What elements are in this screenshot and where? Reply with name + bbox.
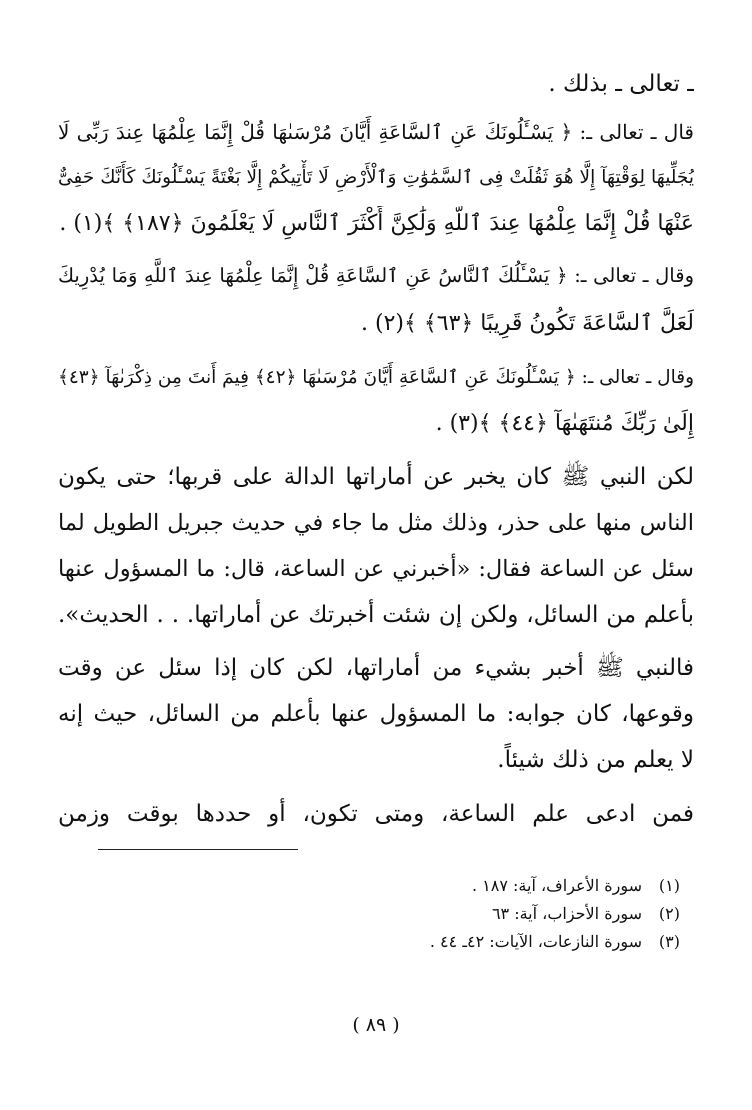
paragraph-1-line-2: الناس منها على حذر، وذلك مثل ما جاء في حديث جبريل الطويل لما (58, 510, 694, 536)
footnote-3 (200, 930, 680, 954)
verse-line-2: يُجَلِّيهَا لِوَقْتِهَآ إِلَّا هُوَ ثَقُلَتْ فِى ٱلسَّمَٰوَٰتِ وَٱلْأَرْضِ لَا تَأْتِيكُمْ إِلَّا بَغْتَةً يَسْـَٔلُونَكَ كَأَنَّكَ حَفِىٌّ (58, 167, 694, 188)
page-number: ( ٨٩ ) (352, 1014, 400, 1036)
verse-line-7: إِلَىٰ رَبِّكَ مُنتَهَىٰهَآ ﴿٤٤﴾ ﴾(٣) . (435, 411, 694, 436)
paragraph-1-line-1: لكن النبي ﷺ كان يخبر عن أماراتها الدالة على قربها؛ حتى يكون (58, 464, 694, 490)
footnote-divider (98, 849, 298, 850)
footnote-1-number: (١) (658, 876, 680, 895)
verse-line-1: قال ـ تعالى ـ: ﴿ يَسْـَٔلُونَكَ عَنِ ٱلسَّاعَةِ أَيَّانَ مُرْسَىٰهَا قُلْ إِنَّمَا عِلْمُهَا عِندَ رَبِّى لَا (58, 120, 694, 144)
footnote-3-number: (٣) (658, 932, 680, 951)
footnote-2-text: سورة الأحزاب، آية: ٦٣ (491, 904, 642, 923)
verse-line-5: لَعَلَّ ٱلسَّاعَةَ تَكُونُ قَرِيبًا ﴿٦٣﴾ ﴾(٢) . (360, 311, 694, 336)
paragraph-3-line-1: فمن ادعى علم الساعة، ومتى تكون، أو حددها بوقت وزمن (58, 801, 694, 827)
footnote-2 (200, 902, 680, 926)
text-line-1: ـ تعالى ـ بذلك . (548, 71, 694, 97)
footnote-1 (200, 874, 680, 898)
footnote-3-text: سورة النازعات، الآيات: ٤٢ـ ٤٤ . (429, 932, 642, 951)
footnote-2-number: (٢) (658, 904, 680, 923)
paragraph-2-line-1: فالنبي ﷺ أخبر بشيء من أماراتها، لكن كان إذا سئل عن وقت (58, 655, 694, 681)
verse-line-4: وقال ـ تعالى ـ: ﴿ يَسْـَٔلُكَ ٱلنَّاسُ عَنِ ٱلسَّاعَةِ قُلْ إِنَّمَا عِلْمُهَا عِندَ ٱللَّهِ وَمَا يُدْرِيكَ (58, 264, 694, 287)
verse-line-3: عَنْهَا قُلْ إِنَّمَا عِلْمُهَا عِندَ ٱللَّهِ وَلَٰكِنَّ أَكْثَرَ ٱلنَّاسِ لَا يَعْلَمُونَ ﴿١٨٧﴾ ﴾(١) . (59, 211, 694, 236)
paragraph-1-line-3: سئل عن الساعة فقال: «أخبرني عن الساعة، قال: ما المسؤول عنها (58, 556, 694, 582)
footnote-1-text: سورة الأعراف، آية: ١٨٧ . (472, 876, 642, 895)
paragraph-1-line-4: بأعلم من السائل، ولكن إن شئت أخبرتك عن أماراتها. . . الحديث». (58, 602, 694, 628)
paragraph-2-line-2: وقوعها، كان جوابه: ما المسؤول عنها بأعلم من السائل، حيث إنه (58, 701, 694, 727)
verse-line-6: وقال ـ تعالى ـ: ﴿ يَسْـَٔلُونَكَ عَنِ ٱلسَّاعَةِ أَيَّانَ مُرْسَىٰهَا ﴿٤٢﴾ فِيمَ أَنتَ مِن ذِكْرَىٰهَآ ﴿٤٣﴾ (58, 367, 694, 388)
paragraph-2-line-3: لا يعلم من ذلك شيئاً. (497, 747, 694, 773)
